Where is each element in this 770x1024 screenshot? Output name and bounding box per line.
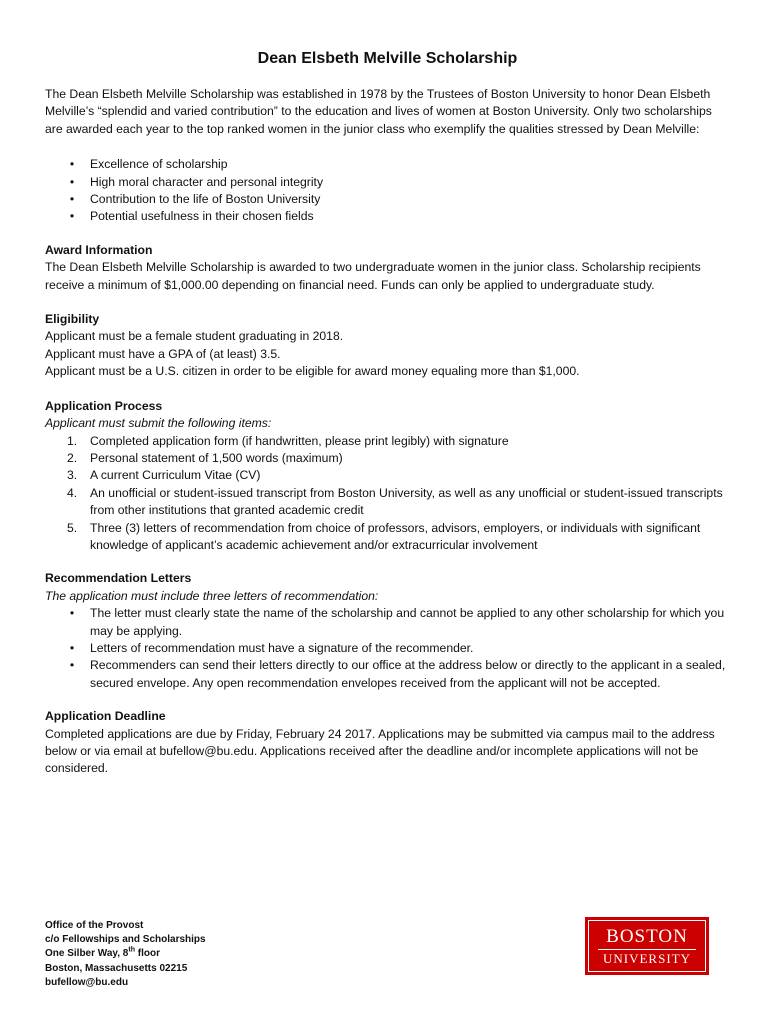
list-item: • High moral character and personal integrity xyxy=(45,174,730,191)
office-care-of: c/o Fellowships and Scholarships xyxy=(45,934,206,946)
boston-university-logo xyxy=(585,917,709,975)
process-section xyxy=(45,398,730,555)
award-body: The Dean Elsbeth Melville Scholarship is awarded to two undergraduate women in the junior class. Scholarship recipients receive a minimum of $1,000.00 depending on financial need. Funds can only be applied to undergraduate study. xyxy=(45,260,701,292)
recommendations-list xyxy=(45,605,730,692)
list-item: 4. An unofficial or student-issued transcript from Boston University, as well as any unofficial or student-issued transcripts from other institutions that granted academic credit xyxy=(67,485,723,518)
list-item: 2. Personal statement of 1,500 words (maximum) xyxy=(67,450,343,465)
bullet-icon: • xyxy=(69,658,75,673)
list-item: 5. Three (3) letters of recommendation from choice of professors, advisors, employers, or individuals with significant knowledge of applicant’s academic achievement and/or extracurricular involvement xyxy=(67,520,701,552)
office-city: Boston, Massachusetts 02215 xyxy=(45,962,188,974)
list-item: • Contribution to the life of Boston University xyxy=(45,191,730,208)
award-heading: Award Information xyxy=(45,242,153,257)
qualities-list xyxy=(45,156,730,226)
bullet-icon: • xyxy=(69,174,75,189)
eligibility-line: Applicant must have a GPA of (at least) 3.5. xyxy=(45,346,281,361)
recommendations-subheading: The application must include three letters of recommendation: xyxy=(45,588,379,603)
logo-frame xyxy=(588,920,706,972)
logo-divider xyxy=(598,949,695,950)
list-item: 1. Completed application form (if handwritten, please print legibly) with signature xyxy=(67,433,509,448)
list-item: • The letter must clearly state the name of the scholarship and cannot be applied to any other scholarship for which you may be applying. xyxy=(45,605,730,640)
recommendations-heading: Recommendation Letters xyxy=(45,571,192,586)
eligibility-line: Applicant must be a U.S. citizen in order to be eligible for award money equaling more than $1,000. xyxy=(45,364,580,379)
eligibility-heading: Eligibility xyxy=(45,312,100,327)
office-address xyxy=(45,919,206,990)
deadline-heading: Application Deadline xyxy=(45,709,166,724)
list-item: 3. A current Curriculum Vitae (CV) xyxy=(67,468,261,483)
logo-line-university: UNIVERSITY xyxy=(603,950,691,966)
intro-paragraph: The Dean Elsbeth Melville Scholarship was established in 1978 by the Trustees of Boston University to honor Dean Elsbeth Melville’s “splendid and varied contribution” to the education and lives of women at Boston University. Only two scholarships are awarded each year to the top ranked women in the junior class who exemplify the qualities stressed by Dean Melville: xyxy=(45,87,712,136)
bullet-icon: • xyxy=(69,640,75,655)
process-list xyxy=(45,433,730,555)
list-item: • Letters of recommendation must have a signature of the recommender. xyxy=(45,640,730,657)
bullet-icon: • xyxy=(69,209,75,224)
recommendations-section xyxy=(45,570,730,692)
bullet-icon: • xyxy=(69,606,75,621)
list-item: • Recommenders can send their letters directly to our office at the address below or directly to the applicant in a sealed, secured envelope. Any open recommendation envelopes received from the applicant will not be accepted. xyxy=(45,657,730,692)
office-name: Office of the Provost xyxy=(45,920,144,931)
bullet-icon: • xyxy=(69,192,75,207)
eligibility-line: Applicant must be a female student graduating in 2018. xyxy=(45,329,344,344)
process-subheading: Applicant must submit the following items: xyxy=(45,416,272,431)
eligibility-section xyxy=(45,311,730,381)
list-item: • Potential usefulness in their chosen fields xyxy=(45,208,730,225)
bullet-icon: • xyxy=(69,157,75,172)
office-street: One Silber Way, 8th floor xyxy=(45,947,160,960)
document-page xyxy=(45,48,730,778)
list-item: • Excellence of scholarship xyxy=(45,156,730,173)
deadline-body: Completed applications are due by Friday, February 24 2017. Applications may be submitted via campus mail to the address below or via email at bufellow@bu.edu. Applications received after the deadline and/or incomplete applications will not be considered. xyxy=(45,726,715,776)
office-email: bufellow@bu.edu xyxy=(45,976,129,988)
deadline-section xyxy=(45,708,730,778)
document-title: Dean Elsbeth Melville Scholarship xyxy=(257,50,518,67)
logo-line-boston: BOSTON xyxy=(606,925,688,947)
award-section xyxy=(45,242,730,294)
process-heading: Application Process xyxy=(45,398,163,413)
